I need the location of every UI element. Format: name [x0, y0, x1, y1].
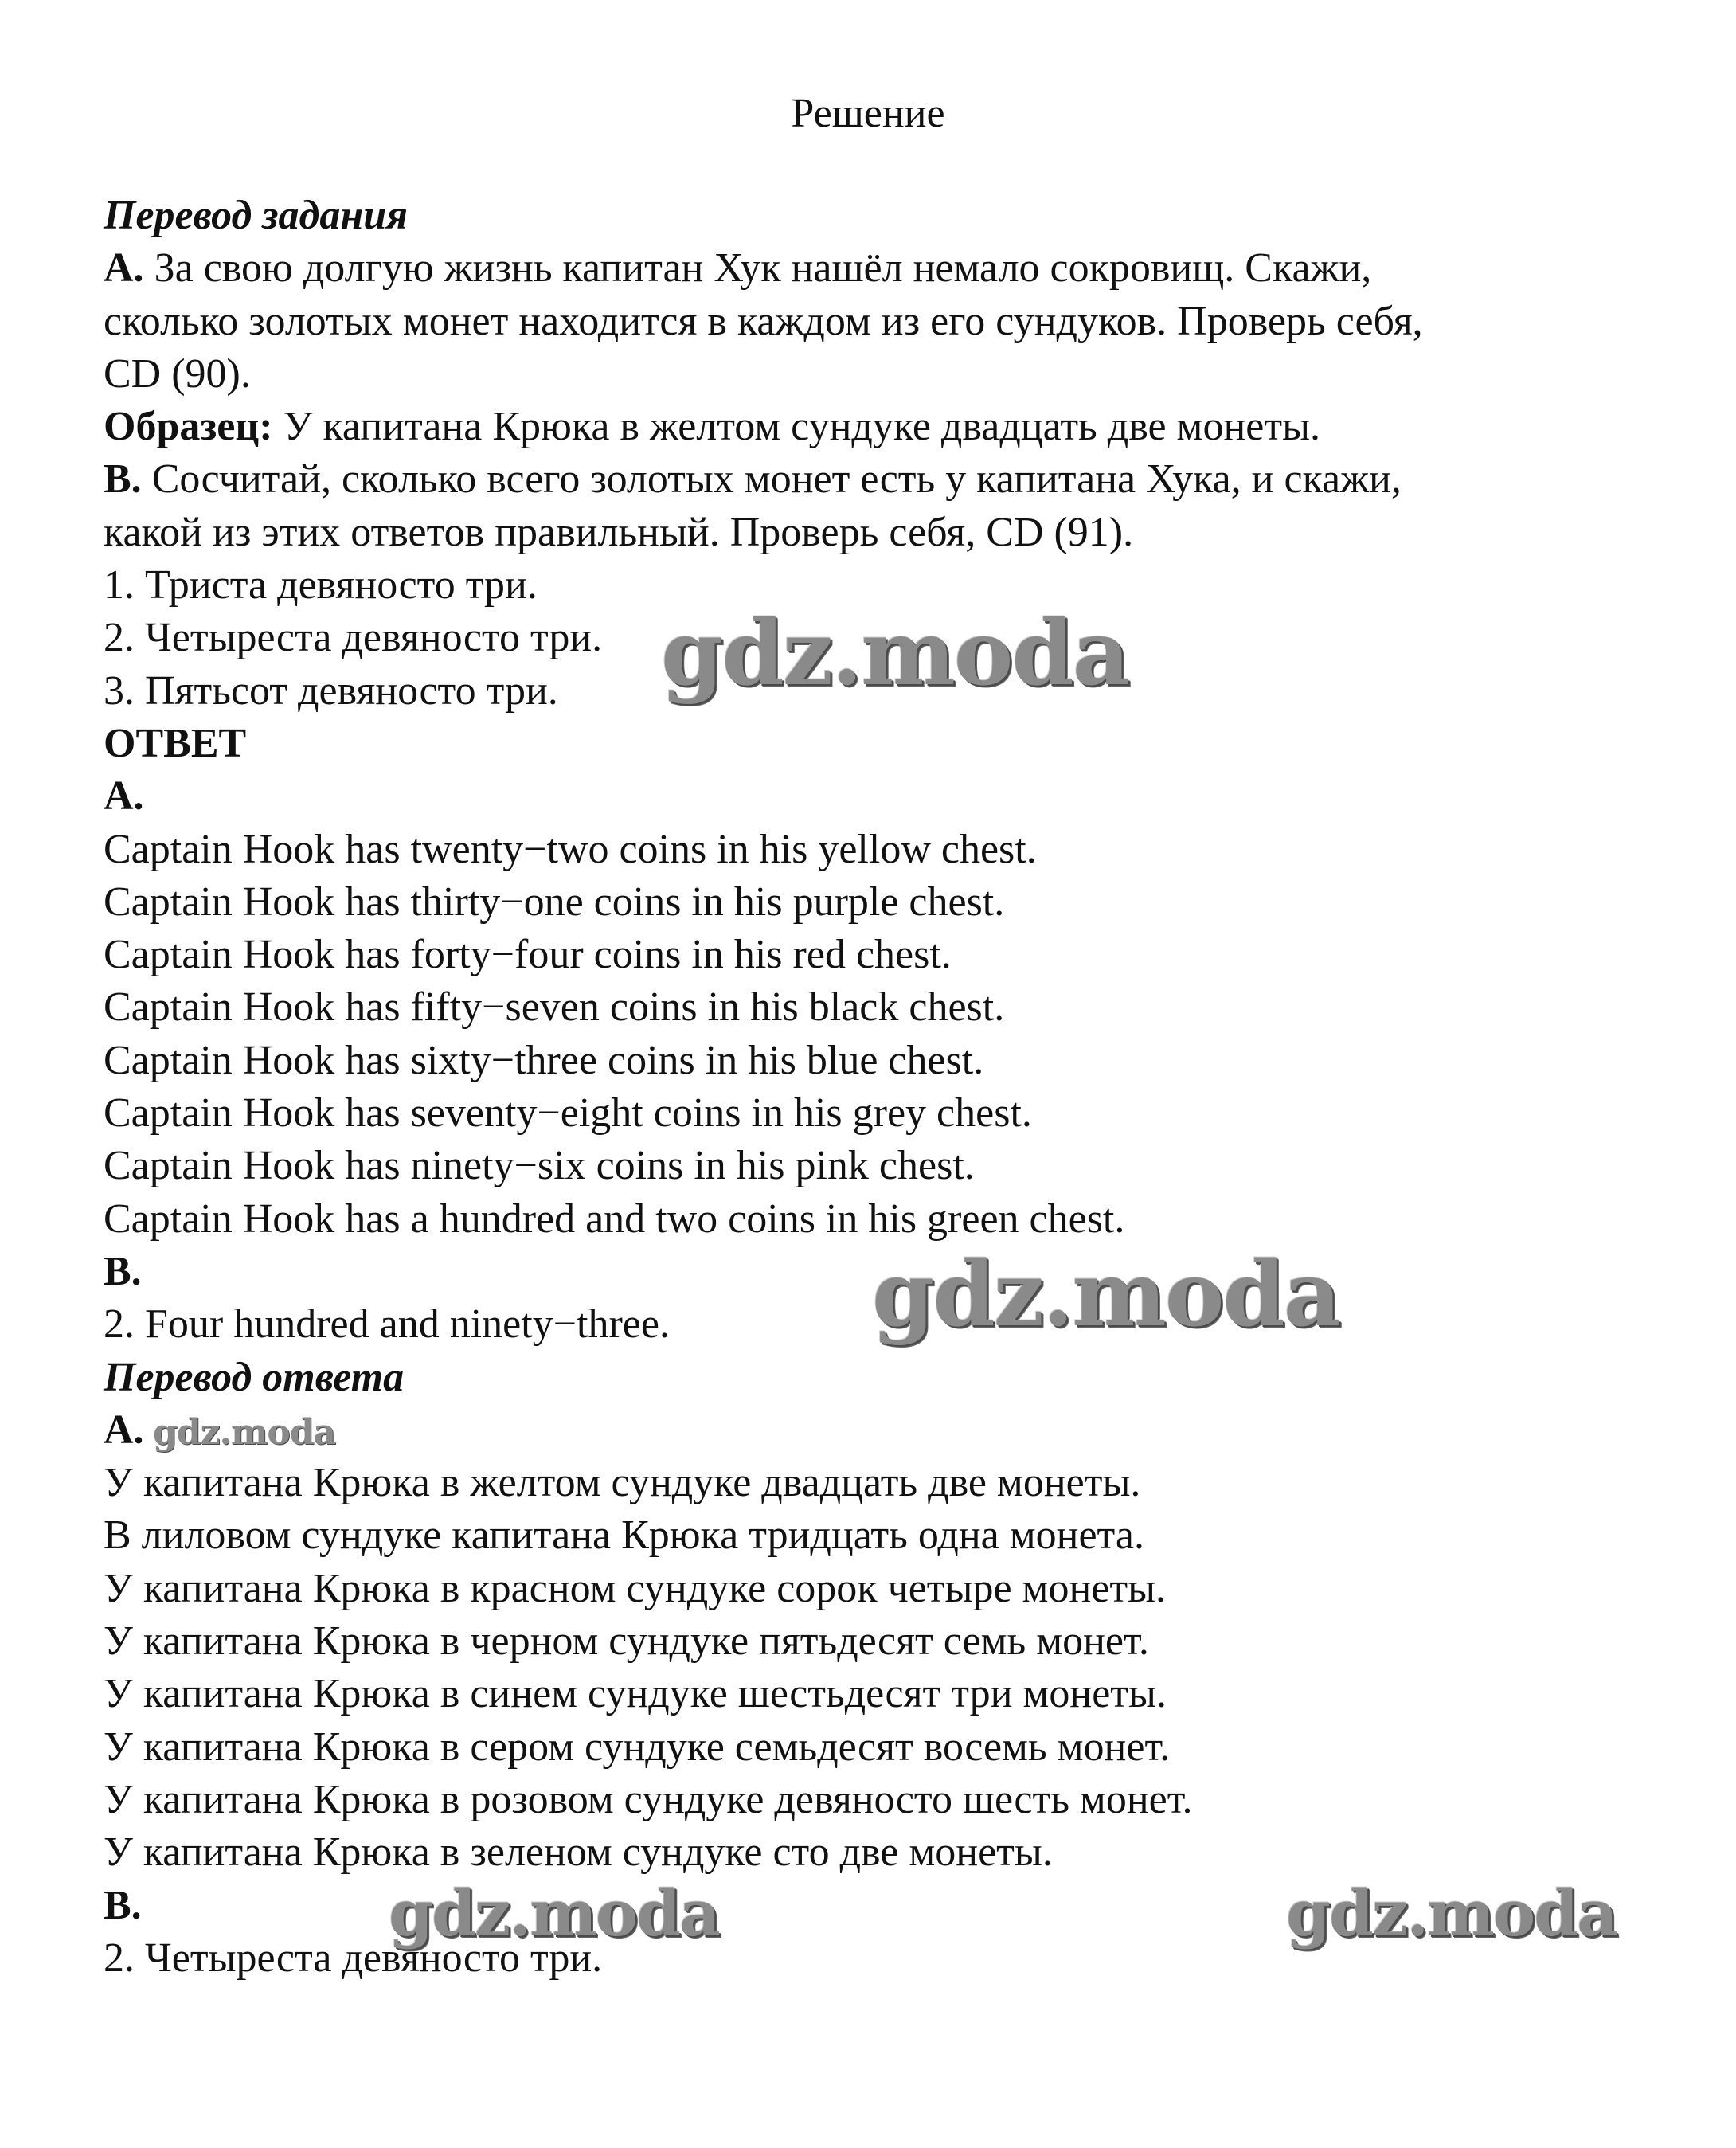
document-body	[104, 190, 1656, 1985]
task-option-2: 2. Четыреста девяносто три.	[104, 615, 603, 661]
translation-line: У капитана Крюка в красном сундуке сорок четыре монеты.	[104, 1565, 1167, 1611]
task-part-b-line2: какой из этих ответов правильный. Проверь себя, CD (91).	[104, 509, 1134, 555]
answer-part-b-line: 2. Four hundred and ninety−three.	[104, 1301, 670, 1348]
answer-line: Captain Hook has thirty−one coins in his purple chest.	[104, 878, 1005, 925]
answer-translation-part-b-line: 2. Четыреста девяносто три.	[104, 1935, 603, 1981]
task-part-a-text-1: За свою долгую жизнь капитан Хук нашёл немало сокровищ. Скажи,	[154, 245, 1372, 291]
task-part-a-line2: сколько золотых монет находится в каждом из его сундуков. Проверь себя,	[104, 298, 1423, 344]
translation-line: У капитана Крюка в зеленом сундуке сто две монеты.	[104, 1829, 1053, 1876]
answer-translation-part-b-label: B.	[104, 1882, 142, 1928]
task-sample	[104, 401, 1656, 453]
task-option-1: 1. Триста девяносто три.	[104, 562, 538, 608]
answer-translation-heading: Перевод ответа	[104, 1354, 405, 1400]
task-part-b-line1	[104, 453, 1656, 506]
answer-translation-part-a-label: A.	[104, 1407, 144, 1453]
answer-line: Captain Hook has ninety−six coins in his pink chest.	[104, 1143, 975, 1189]
translation-line: У капитана Крюка в черном сундуке пятьдесят семь монет.	[104, 1618, 1149, 1665]
task-sample-text: У капитана Крюка в желтом сундуке двадцать две монеты.	[283, 404, 1321, 450]
watermark-logo: gdz.moda	[661, 601, 1129, 706]
task-part-b-label: B.	[104, 456, 142, 503]
watermark-logo: gdz.moda	[153, 1412, 336, 1453]
answer-part-b-label: B.	[104, 1248, 142, 1294]
watermark-logo: gdz.moda	[872, 1242, 1340, 1347]
answer-line: Captain Hook has twenty−two coins in his yellow chest.	[104, 826, 1037, 872]
task-part-b-text-1: Сосчитай, сколько всего золотых монет есть у капитана Хука, и скажи,	[151, 456, 1402, 503]
answer-part-a-label: A.	[104, 773, 144, 820]
task-option-3: 3. Пятьсот девяносто три.	[104, 667, 558, 714]
translation-line: У капитана Крюка в желтом сундуке двадцать две монеты.	[104, 1460, 1141, 1506]
task-sample-label: Образец:	[104, 404, 273, 450]
task-part-a-label: A.	[104, 245, 144, 291]
translation-line: У капитана Крюка в синем сундуке шестьдесят три монеты.	[104, 1671, 1167, 1717]
task-part-a-line1	[104, 242, 1656, 295]
task-part-a-line3: CD (90).	[104, 350, 251, 397]
answer-line: Captain Hook has forty−four coins in his red chest.	[104, 932, 952, 978]
watermark-logo: gdz.moda	[389, 1876, 719, 1950]
page-title: Решение	[791, 91, 945, 136]
answer-line: Captain Hook has fifty−seven coins in his black chest.	[104, 984, 1005, 1031]
answer-line: Captain Hook has seventy−eight coins in his grey chest.	[104, 1090, 1032, 1137]
translation-line: У капитана Крюка в сером сундуке семьдесят восемь монет.	[104, 1723, 1171, 1770]
answer-line: Captain Hook has sixty−three coins in his blue chest.	[104, 1037, 984, 1083]
answer-line: Captain Hook has a hundred and two coins in his green chest.	[104, 1195, 1125, 1242]
answer-heading: ОТВЕТ	[104, 720, 247, 766]
translation-line: В лиловом сундуке капитана Крюка тридцать одна монета.	[104, 1512, 1144, 1559]
translation-line: У капитана Крюка в розовом сундуке девяносто шесть монет.	[104, 1776, 1193, 1822]
task-translation-heading: Перевод задания	[104, 193, 408, 238]
watermark-logo: gdz.moda	[1286, 1876, 1617, 1950]
